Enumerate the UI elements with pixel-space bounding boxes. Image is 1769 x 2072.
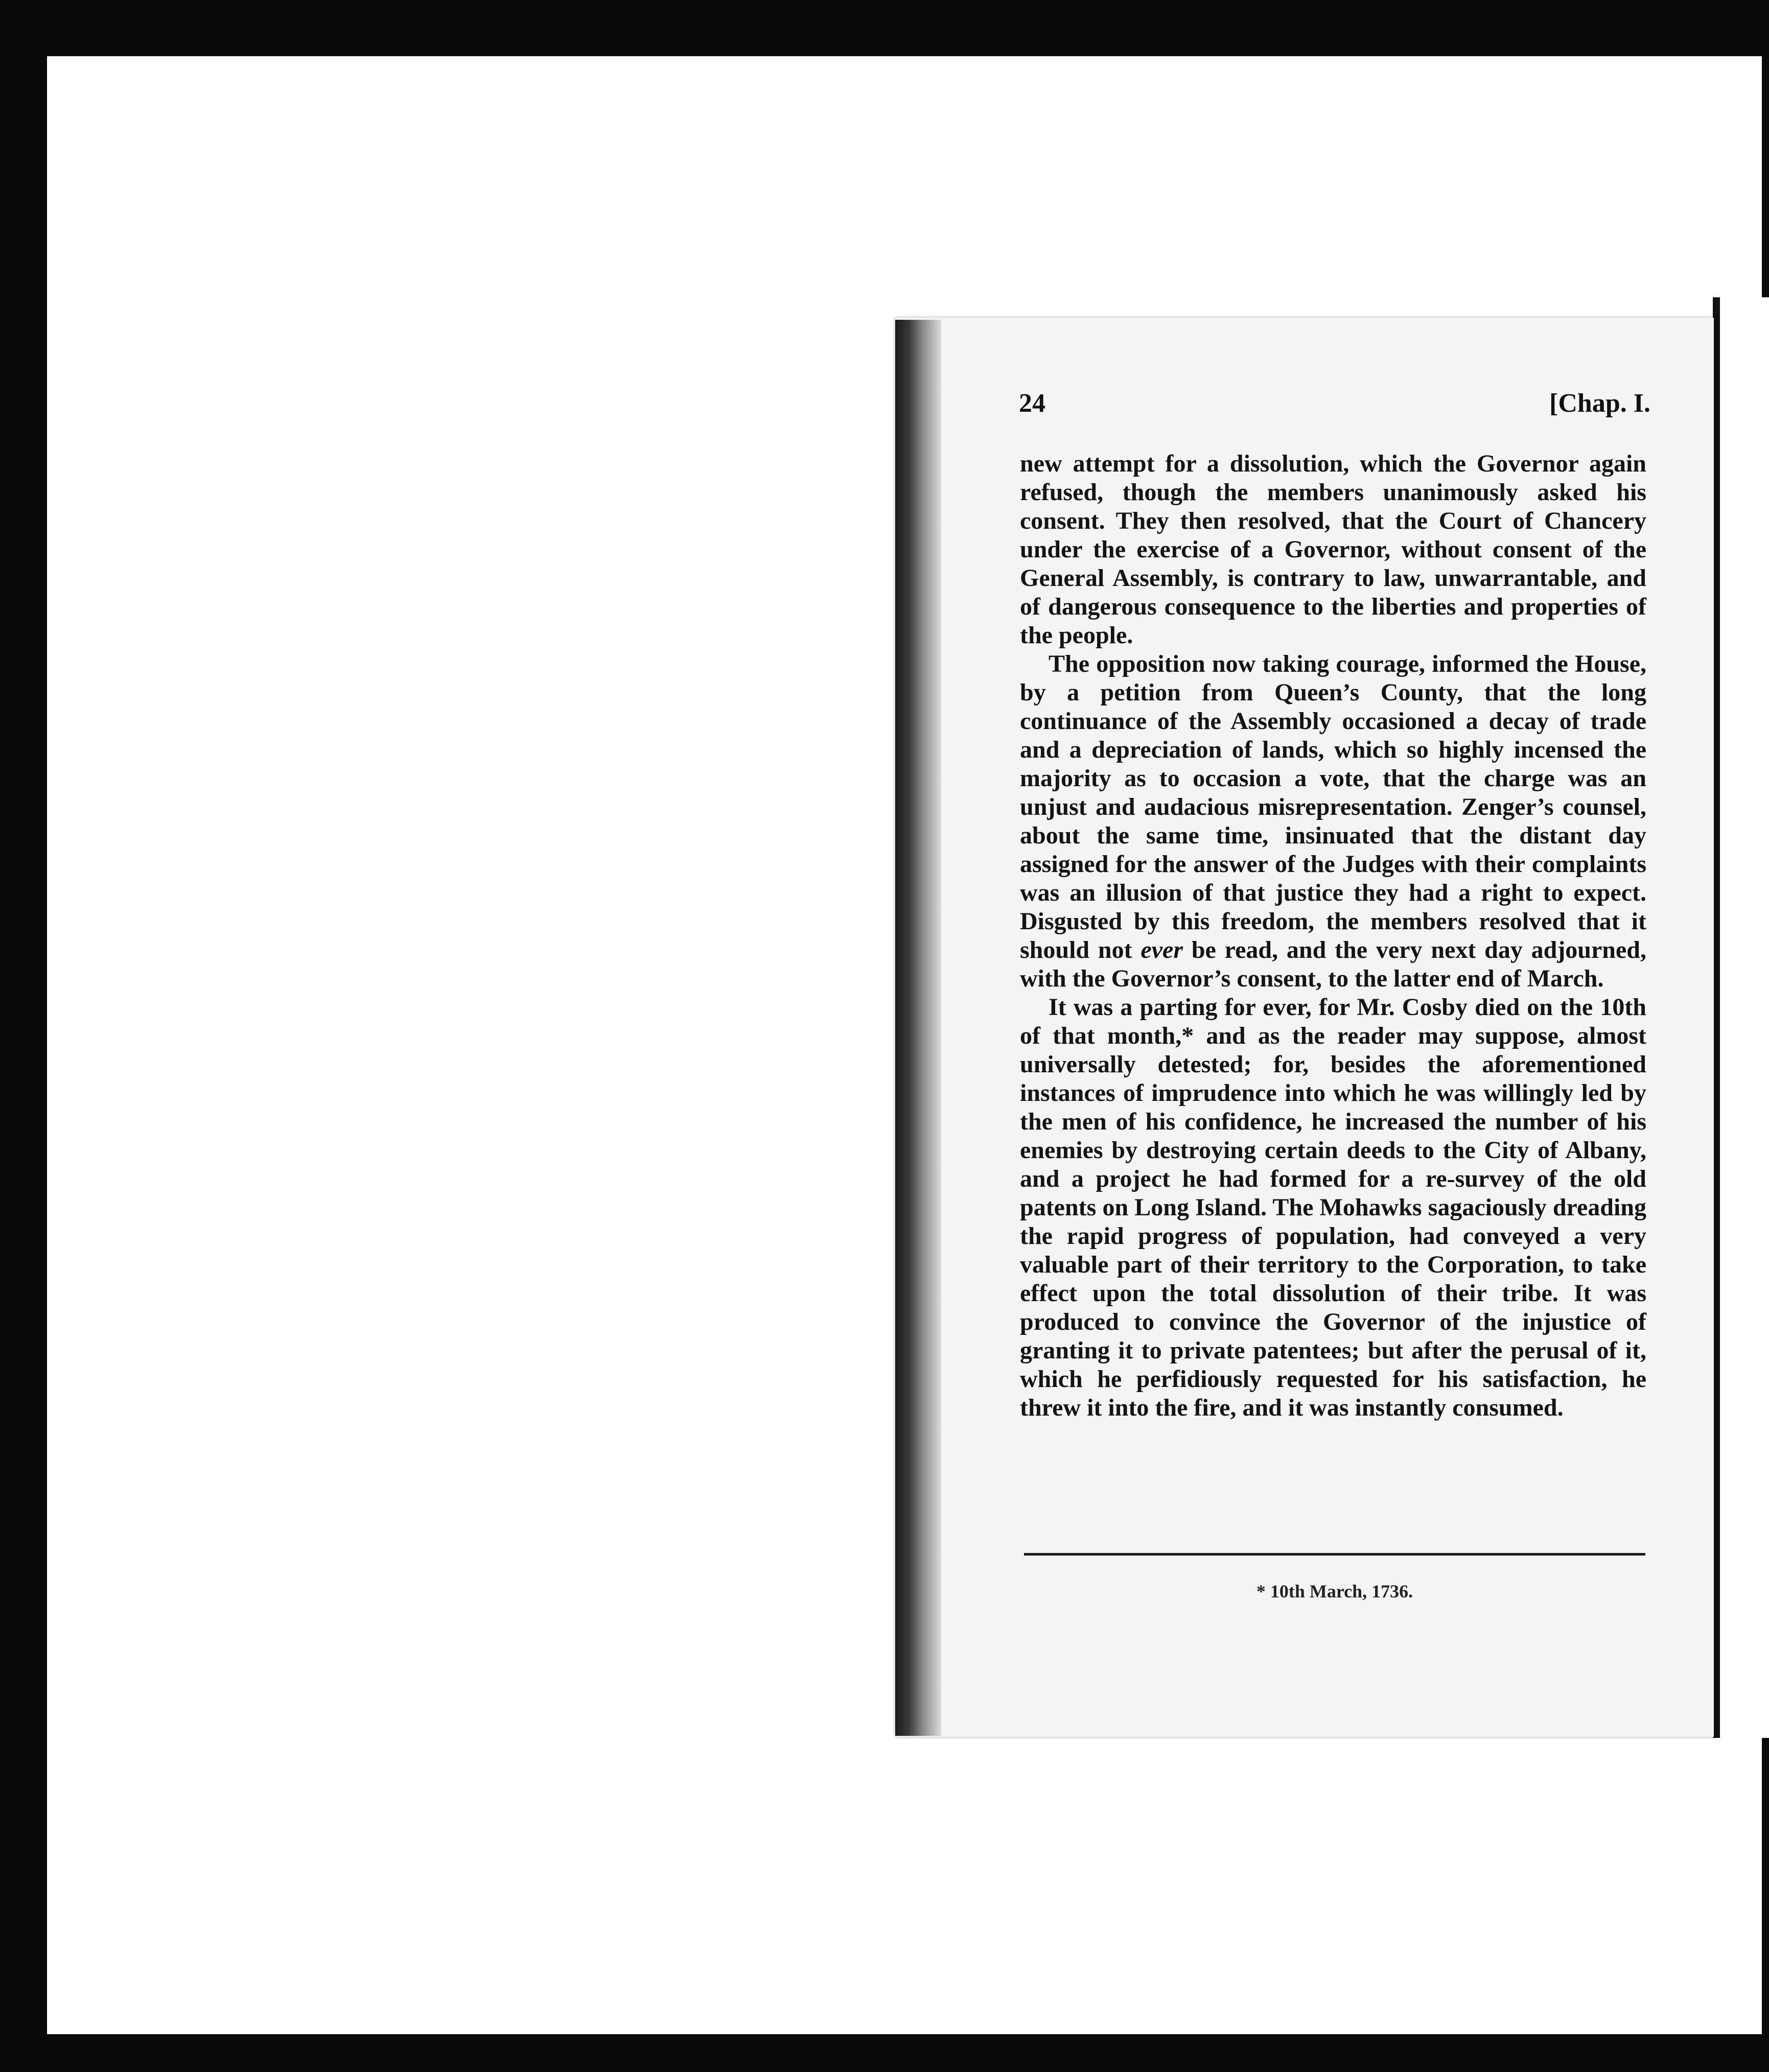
scanner-border-left — [0, 0, 47, 2072]
page-header — [1019, 388, 1650, 429]
book-gutter-shadow — [895, 320, 941, 1736]
page-number: 24 — [1019, 389, 1045, 418]
paragraph-text: be read, and the very next day adjourned, with the Governor’s consent, to the latter end of March. — [1020, 936, 1647, 992]
scanner-border-top — [0, 0, 1769, 56]
facing-page-edge — [1713, 297, 1769, 1738]
paragraph — [1020, 450, 1646, 650]
scanner-border-bottom — [0, 2034, 1769, 2072]
footnote: * 10th March, 1736. — [1256, 1581, 1413, 1602]
running-head: [Chap. I. — [1549, 389, 1650, 418]
paragraph-text: It was a parting for ever, for Mr. Cosby died on the 10th of that month,* and as the reader may suppose, almost universally detested; for, besides the aforementioned instances of imprudence into which he was willingly led by the men of his confidence, he increased the number of his enemies by destroying certain deeds to the City of Albany, and a project he had formed for a re-survey of the old patents on Long Island. The Mohawks sagaciously dreading the rapid progress of population, had conveyed a very valuable part of their territory to the Corporation, to take effect upon the total dissolution of their tribe. It was produced to convince the Governor of the injustice of granting it to private patentees; but after the perusal of it, which he perfidiously requested for his satisfaction, he threw it into the fire, and it was instantly consumed. — [1020, 994, 1646, 1421]
paragraph — [1020, 993, 1646, 1422]
paragraph-text: new attempt for a dissolution, which the Governor again refused, though the members unanimously asked his consent. They then resolved, that the Court of Chancery under the exercise of a Governor, without consent of the General Assembly, is contrary to law, unwarrantable, and of dangerous consequence to the liberties and properties of the people. — [1020, 450, 1646, 649]
body-text — [1020, 450, 1646, 1422]
paragraph — [1020, 650, 1646, 993]
footnote-rule — [1024, 1553, 1645, 1556]
paragraph-text: The opposition now taking courage, informed the House, by a petition from Queen’s County, that the long continuance of the Assembly occasioned a decay of trade and a depreciation of lands, which so highly incensed the majority as to occasion a vote, that the charge was an unjust and audacious misrepresentation. Zenger’s counsel, about the same time, insinuated that the distant day assigned for the answer of the Judges with their complaints was an illusion of that justice they had a right to expect. Disgusted by this freedom, the members resolved that it should not — [1020, 650, 1646, 963]
emphasized-word: ever — [1140, 936, 1183, 963]
